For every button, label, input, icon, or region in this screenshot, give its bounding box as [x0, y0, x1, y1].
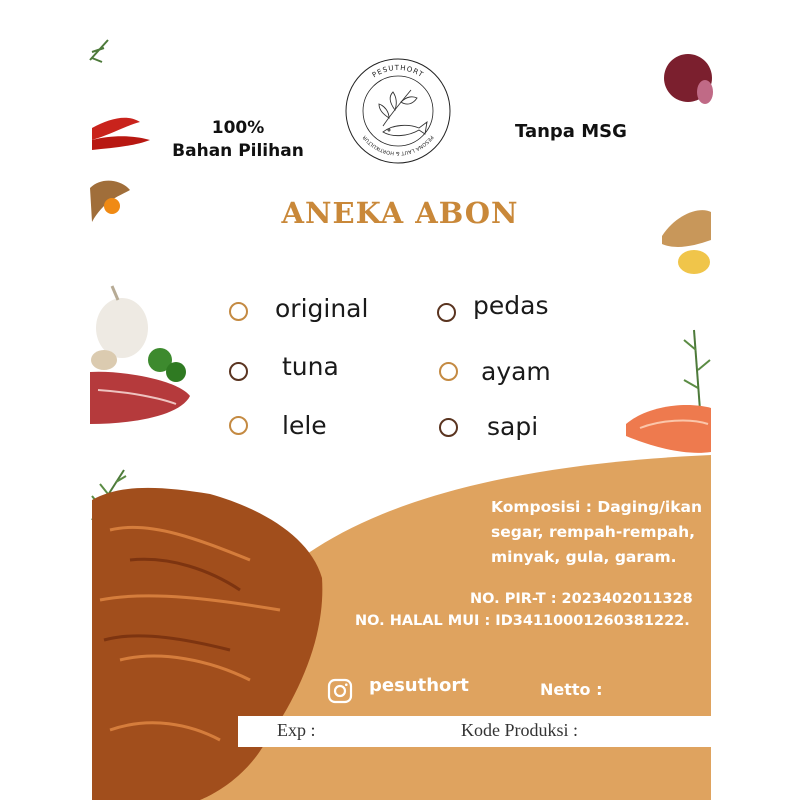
option-original-radio: [229, 302, 248, 321]
option-pedas-label: pedas: [473, 291, 549, 320]
chili-icon: [92, 118, 150, 150]
option-original-label: original: [275, 294, 369, 323]
composition-line: Komposisi : Daging/ikan: [491, 498, 702, 516]
garlic-icon: [91, 286, 148, 370]
composition-line: segar, rempah-rempah,: [491, 523, 696, 541]
option-sapi-radio: [439, 418, 458, 437]
quality-claim: [168, 117, 308, 163]
netto-label: Netto :: [540, 680, 603, 699]
exp-label: Exp :: [277, 720, 316, 740]
product-title: ANEKA ABON: [281, 196, 519, 230]
option-lele-radio: [229, 416, 248, 435]
rosemary-right-icon: [684, 330, 710, 410]
logo-ring-top-text: PESUTHORT: [370, 63, 426, 80]
pirt-number: NO. PIR-T : 2023402011328: [470, 591, 693, 607]
salmon-icon: [626, 405, 711, 453]
option-lele-label: lele: [282, 411, 327, 440]
logo-ring-bottom-text: PESONA LAUT & HORTIKULTUR: [361, 134, 435, 157]
quality-claim-line1: 100%: [211, 118, 265, 138]
option-tuna-label: tuna: [282, 352, 339, 381]
composition-text: [491, 495, 713, 570]
parsley-icon: [148, 348, 186, 382]
halal-number: NO. HALAL MUI : ID34110001260381222.: [355, 613, 690, 629]
rosemary-top-left-icon: [90, 40, 108, 62]
no-msg-claim: Tanpa MSG: [515, 121, 627, 142]
option-sapi-label: sapi: [487, 412, 539, 441]
option-pedas-radio: [437, 303, 456, 322]
brand-logo: [343, 56, 453, 166]
composition-line: minyak, gula, garam.: [491, 548, 677, 566]
instagram-handle: pesuthort: [369, 675, 469, 696]
instagram-icon: [327, 678, 353, 704]
option-ayam-radio: [439, 362, 458, 381]
shredded-abon-icon: [92, 488, 322, 800]
red-onion-icon: [664, 54, 713, 104]
production-code-label: Kode Produksi :: [461, 720, 578, 740]
option-tuna-radio: [229, 362, 248, 381]
option-ayam-label: ayam: [481, 357, 551, 386]
quality-claim-line2: Bahan Pilihan: [172, 141, 304, 161]
